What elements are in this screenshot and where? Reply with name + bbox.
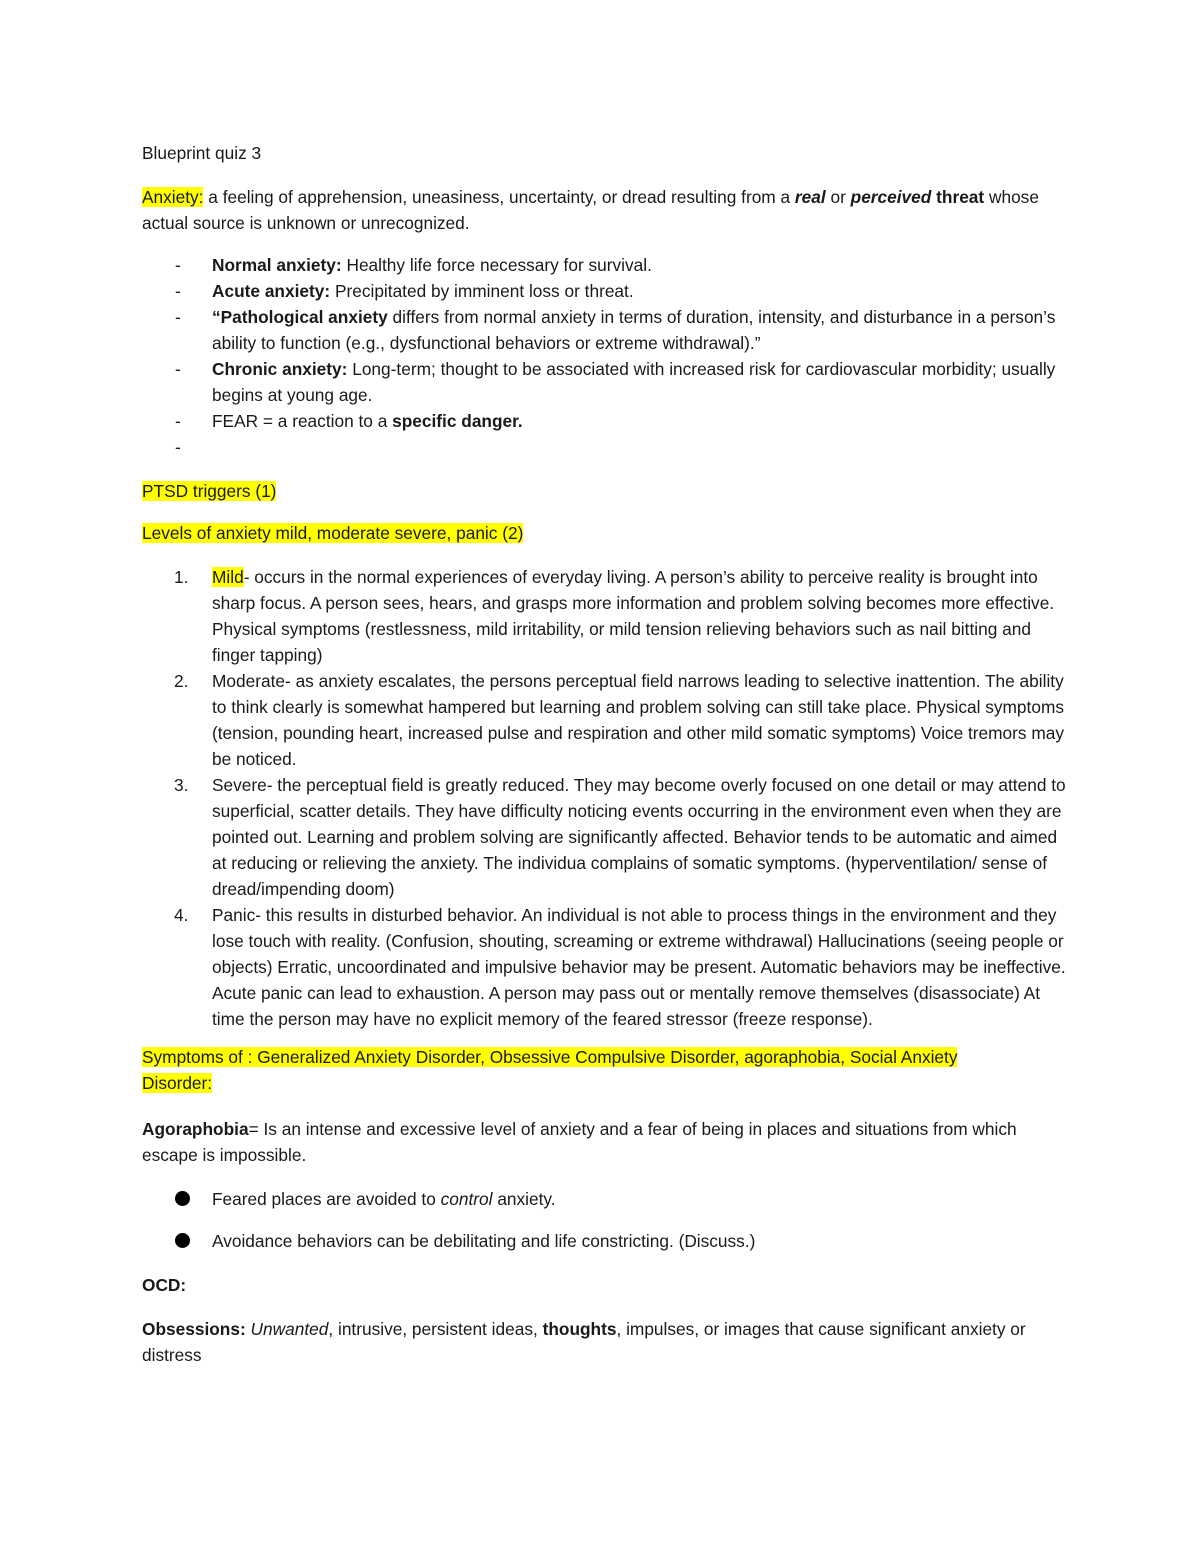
list-item (142, 668, 1072, 772)
agoraphobia-term: Agoraphobia (142, 1119, 249, 1139)
list-item (142, 356, 1072, 408)
item-number: 2. (174, 671, 189, 691)
list-item (142, 1228, 1072, 1254)
list-item (142, 772, 1072, 902)
obsessions-term: Obsessions: (142, 1319, 246, 1339)
list-item (142, 408, 1072, 434)
item-number: 4. (174, 905, 189, 925)
item-number: 3. (174, 775, 189, 795)
item-text-end: anxiety. (492, 1189, 556, 1209)
term: specific danger. (392, 411, 523, 431)
obsessions-unwanted: Unwanted (250, 1319, 329, 1339)
item-text: - occurs in the normal experiences of everyday living. A person’s ability to perceive reality is brought into sharp focus. A person sees, hears, and grasps more information and problem solving becomes more effective. Physical symptoms (restlessness, mild irritability, or mild tension relieving behaviors such as nail bitting and finger tapping) (212, 567, 1055, 665)
list-item (142, 902, 1072, 1032)
anxiety-types-list (142, 252, 1072, 460)
item-text: Healthy life force necessary for survival. (341, 255, 652, 275)
levels-heading (142, 520, 1072, 546)
anxiety-or: or (825, 187, 851, 207)
ocd-label: OCD: (142, 1275, 187, 1295)
item-text: Long-term; thought to be associated with increased risk for cardiovascular morbidity; usually begins at young age. (212, 359, 1056, 405)
term: Normal anxiety: (212, 255, 342, 275)
obsessions-text-2: , impulses, or images that cause significant anxiety or distress (142, 1319, 1026, 1365)
item-text: Panic- this results in disturbed behavior. An individual is not able to process things in the environment and they lose touch with reality. (Confusion, shouting, screaming or extreme withdrawal) Hallucinations (seeing people or objects) Erratic, uncoordinated and impulsive behavior may be present. Automatic behaviors may be ineffective. Acute panic can lead to exhaustion. A person may pass out or mentally remove themselves (disassociate) At time the person may have no explicit memory of the feared stressor (freeze response). (212, 905, 1066, 1029)
item-text: Moderate- as anxiety escalates, the persons perceptual field narrows leading to selective inattention. The ability to think clearly is somewhat hampered but learning and problem solving can still take place. Physical symptoms (tension, pounding heart, increased pulse and respiration and other mild somatic symptoms) Voice tremors may be noticed. (212, 671, 1064, 769)
obsessions-text-1: , intrusive, persistent ideas, (328, 1319, 543, 1339)
list-item (142, 564, 1072, 668)
anxiety-def-part-1: a feeling of apprehension, uneasiness, uncertainty, or dread resulting from a (203, 187, 795, 207)
anxiety-threat: threat (936, 187, 985, 207)
anxiety-levels-list (142, 564, 1072, 1032)
dash-marker: - (175, 255, 181, 275)
anxiety-definition (142, 184, 1072, 236)
anxiety-term: Anxiety: (142, 187, 204, 207)
list-item (142, 304, 1072, 356)
list-item (142, 252, 1072, 278)
document-title: Blueprint quiz 3 (142, 143, 262, 163)
anxiety-perceived: perceived (850, 187, 932, 207)
list-item (142, 278, 1072, 304)
dash-marker: - (175, 437, 181, 457)
item-text: differs from normal anxiety in terms of duration, intensity, and disturbance in a person’s ability to function (e.g., dysfunctional behaviors or extreme withdrawal).” (212, 307, 1056, 353)
term: Chronic anxiety: (212, 359, 348, 379)
dash-marker: - (175, 359, 181, 379)
obsessions-definition (142, 1316, 1072, 1368)
item-text: Feared places are avoided to (212, 1189, 441, 1209)
item-text: Precipitated by imminent loss or threat. (330, 281, 634, 301)
dash-marker: - (175, 307, 181, 327)
document-page (142, 140, 1072, 1368)
agoraphobia-definition (142, 1116, 1072, 1168)
levels-heading-text: Levels of anxiety mild, moderate severe, panic (2) (142, 523, 524, 543)
item-number: 1. (174, 567, 189, 587)
ptsd-heading-text: PTSD triggers (1) (142, 481, 277, 501)
item-text: FEAR = a reaction to a (212, 411, 393, 431)
anxiety-real: real (794, 187, 826, 207)
agoraphobia-bullets (142, 1186, 1072, 1254)
ptsd-heading (142, 478, 1072, 504)
term: Acute anxiety: (212, 281, 331, 301)
dash-marker: - (175, 281, 181, 301)
item-emphasis: control (440, 1189, 493, 1209)
symptoms-heading (142, 1044, 1072, 1096)
list-item (142, 434, 1072, 460)
agoraphobia-text: = Is an intense and excessive level of anxiety and a fear of being in places and situations from which escape is impossible. (142, 1119, 1017, 1165)
level-label: Mild (212, 567, 244, 587)
bullet-icon (175, 1191, 190, 1206)
symptoms-heading-line-2: Disorder: (142, 1073, 213, 1093)
term: “Pathological anxiety (212, 307, 388, 327)
obsessions-thoughts: thoughts (542, 1319, 617, 1339)
item-text: Avoidance behaviors can be debilitating and life constricting. (Discuss.) (212, 1231, 756, 1251)
bullet-icon (175, 1233, 190, 1248)
dash-marker: - (175, 411, 181, 431)
anxiety-def-part-2: whose actual source is unknown or unrecognized. (142, 187, 1039, 233)
symptoms-heading-line-1: Symptoms of : Generalized Anxiety Disorder, Obsessive Compulsive Disorder, agoraphobia, Social Anxiety (142, 1047, 958, 1067)
list-item (142, 1186, 1072, 1212)
item-text: Severe- the perceptual field is greatly reduced. They may become overly focused on one detail or may attend to superficial, scatter details. They have difficulty noticing events occurring in the environment even when they are pointed out. Learning and problem solving are significantly affected. Behavior tends to be automatic and aimed at reducing or relieving the anxiety. The individua complains of somatic symptoms. (hyperventilation/ sense of dread/impending doom) (212, 775, 1066, 899)
